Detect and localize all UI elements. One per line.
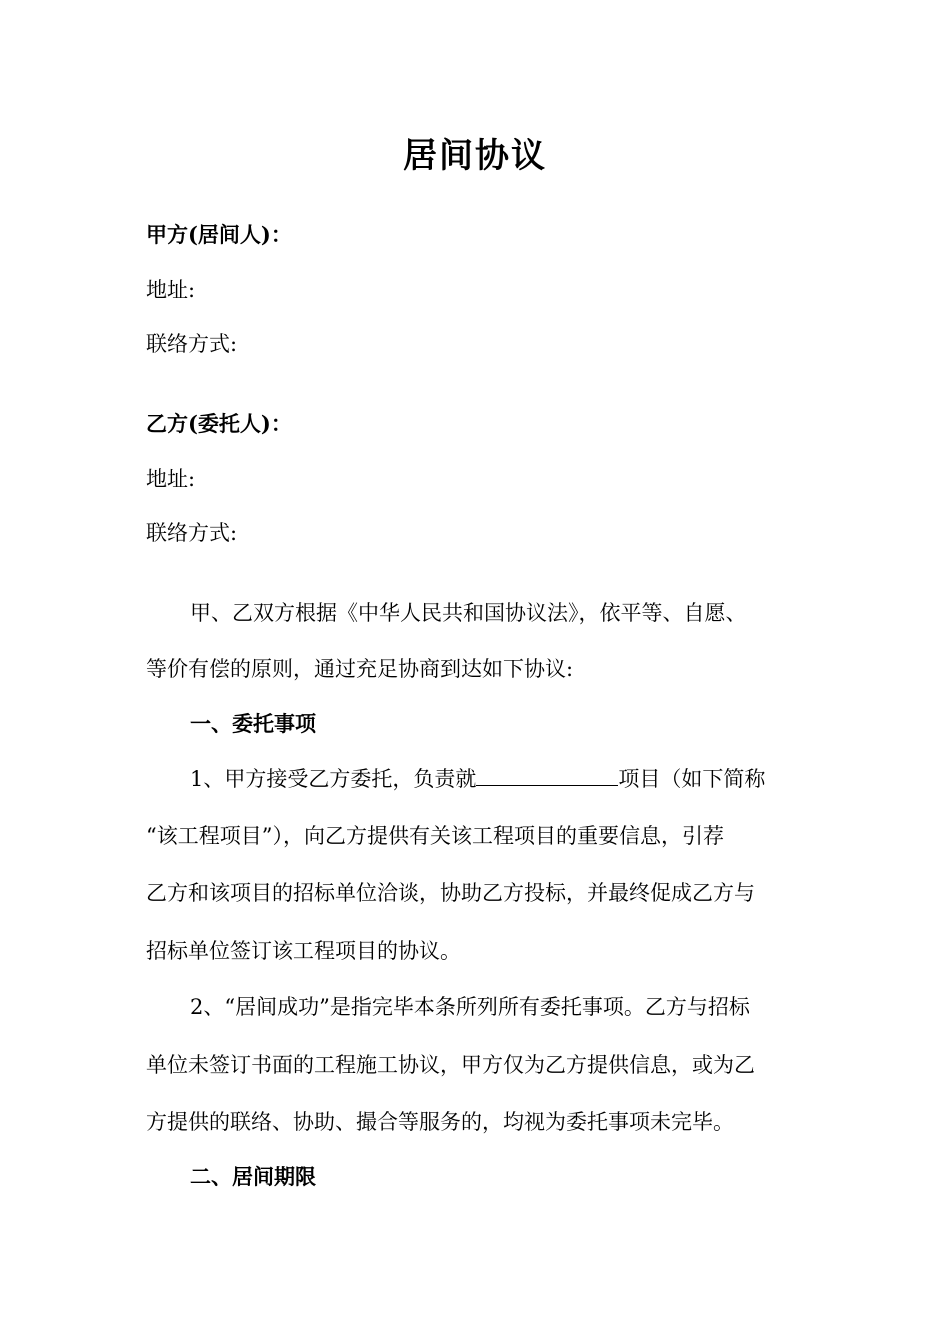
party-a-address: 地址: — [146, 278, 196, 302]
party-b-contact: 联络方式: — [146, 521, 238, 545]
party-b-heading: 乙方(委托人)： — [146, 411, 292, 436]
preamble-line-2: 等价有偿的原则，通过充足协商到达如下协议: — [146, 657, 574, 681]
item-1-line-4: 招标单位签订该工程项目的协议。 — [146, 939, 461, 963]
preamble-line-1: 甲、乙双方根据《中华人民共和国协议法》，依平等、自愿、 — [190, 601, 747, 625]
section-2-heading: 二、居间期限 — [190, 1164, 316, 1189]
document-title: 居间协议 — [403, 136, 547, 176]
item-1-text-after: 项目（如下简称 — [618, 767, 766, 791]
item-2-line-1: 2、“居间成功”是指完毕本条所列所有委托事项。乙方与招标 — [190, 995, 750, 1019]
item-1-text-before: 1、甲方接受乙方委托，负责就 — [190, 767, 477, 791]
party-b-address: 地址: — [146, 467, 196, 491]
item-2-line-2: 单位未签订书面的工程施工协议，甲方仅为乙方提供信息，或为乙 — [146, 1053, 755, 1077]
section-1-heading: 一、委托事项 — [190, 711, 316, 736]
party-a-contact: 联络方式: — [146, 332, 238, 356]
item-1-line-1 — [190, 765, 765, 793]
party-a-heading: 甲方(居间人)： — [146, 222, 292, 247]
project-name-blank — [476, 765, 618, 786]
item-2-line-3: 方提供的联络、协助、撮合等服务的，均视为委托事项未完毕。 — [146, 1110, 734, 1134]
item-1-line-2: “该工程项目”），向乙方提供有关该工程项目的重要信息，引荐 — [146, 824, 724, 848]
item-1-line-3: 乙方和该项目的招标单位洽谈，协助乙方投标，并最终促成乙方与 — [146, 881, 755, 905]
